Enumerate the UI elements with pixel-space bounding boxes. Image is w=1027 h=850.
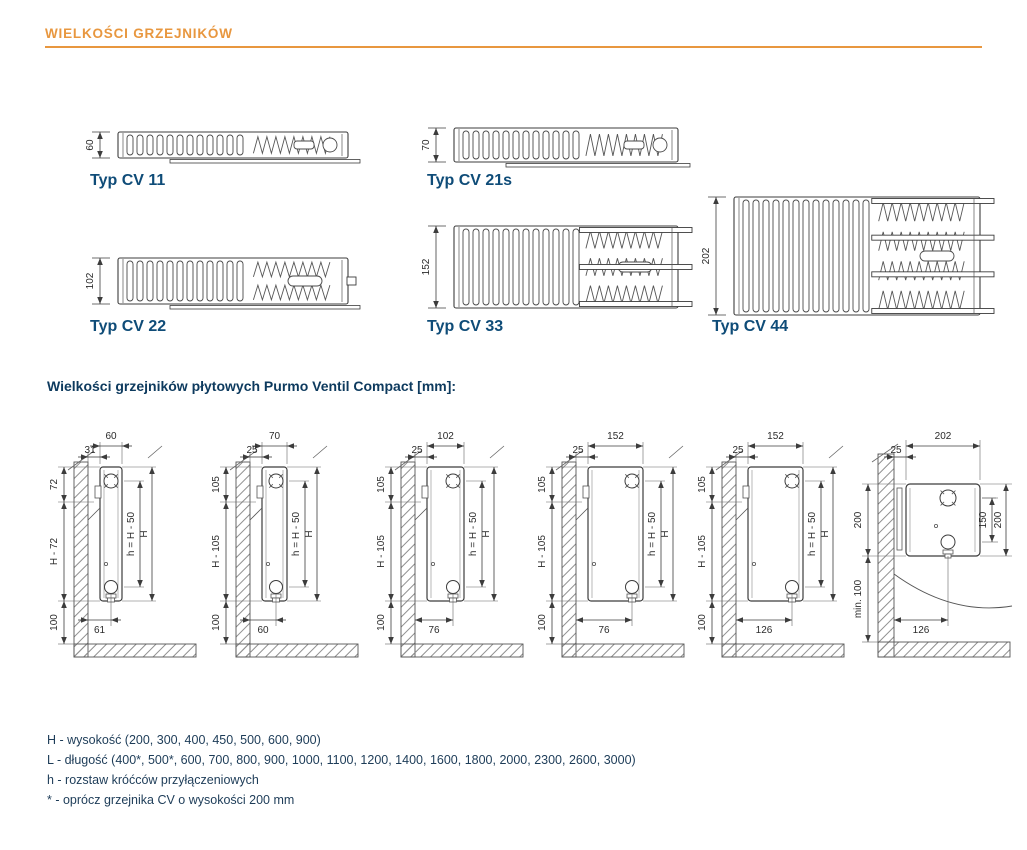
top-view-cv44-drawing: [700, 192, 998, 328]
legend-line-footnote: * - oprócz grzejnika CV o wysokości 200 mm: [47, 793, 295, 807]
radiator-plan-svg: [84, 127, 368, 171]
dimension-label: 100: [49, 614, 60, 631]
depth-section-drawing: [848, 424, 1026, 674]
dimension-label: 72: [49, 478, 60, 491]
dimension-label: 152: [607, 431, 624, 442]
depth-dim-label: 202: [701, 247, 712, 265]
dimension-label: 126: [912, 625, 930, 636]
depth-dim-label: 60: [85, 139, 96, 151]
dimension-label: 25: [890, 445, 902, 456]
radiator-plan-svg: [420, 123, 696, 175]
dimension-label: 150: [978, 511, 989, 529]
dimension-label: 105: [211, 476, 222, 493]
dimension-label: h = H - 50: [291, 511, 302, 557]
dimension-label: 105: [376, 476, 387, 493]
top-view-cv11-drawing: [84, 127, 368, 171]
dimension-label: H - 105: [211, 535, 222, 568]
type-label-cv21s: Typ CV 21s: [427, 172, 513, 189]
dimension-label: h = H - 50: [647, 511, 658, 557]
radiator-section-svg: [375, 424, 535, 674]
dimension-label: 25: [572, 445, 584, 456]
dimension-label: H: [660, 530, 671, 538]
type-label-cv33: Typ CV 33: [427, 318, 504, 335]
legend-line-length: L - długość (400*, 500*, 600, 700, 800, 900, 1000, 1100, 1200, 1400, 1600, 1800, 2000, 2300, 2600, 3000): [47, 753, 636, 767]
dimension-label: 60: [105, 431, 117, 442]
radiator-plan-svg: [700, 192, 998, 328]
title-rule: [45, 46, 982, 48]
type-label-cv44: Typ CV 44: [712, 318, 789, 335]
dimension-label: 25: [411, 445, 423, 456]
dimension-label: 100: [376, 614, 387, 631]
dimension-label: h = H - 50: [807, 511, 818, 557]
dimension-label: h = H - 50: [126, 511, 137, 557]
dimension-label: 25: [732, 445, 744, 456]
dimension-label: 60: [257, 625, 269, 636]
top-view-cv33-drawing: [420, 221, 696, 321]
dimension-label: 105: [537, 476, 548, 493]
cross-section-cv22: [375, 424, 535, 674]
dimension-label: 102: [437, 431, 454, 442]
radiator-section-svg: [210, 424, 370, 674]
dimension-label: 200: [853, 511, 864, 529]
section-subtitle: Wielkości grzejników płytowych Purmo Ventil Compact [mm]:: [47, 378, 457, 394]
top-view-cv21s-drawing: [420, 123, 696, 175]
legend-line-height: H - wysokość (200, 300, 400, 450, 500, 600, 900): [47, 733, 321, 747]
dimension-label: H: [139, 530, 150, 538]
dimension-label: 200: [993, 511, 1004, 529]
dimension-label: H: [481, 530, 492, 538]
depth-dim-label: 152: [421, 258, 432, 276]
top-view-cv22-drawing: [84, 253, 368, 317]
dimension-label: 126: [755, 625, 773, 636]
dimension-label: H - 105: [537, 535, 548, 568]
cross-section-cv11: [48, 424, 208, 674]
dimension-label: H: [820, 530, 831, 538]
dimension-label: 100: [697, 614, 708, 631]
depth-dim-label: 102: [85, 272, 96, 290]
dimension-label: H - 105: [697, 535, 708, 568]
radiator-section-svg: [48, 424, 208, 674]
dimension-label: 152: [767, 431, 784, 442]
dimension-label: 70: [268, 431, 281, 442]
dimension-label: 76: [428, 625, 440, 636]
cross-section-cv44: [696, 424, 856, 674]
dimension-label: 25: [246, 445, 258, 456]
depth-dim-label: 70: [421, 139, 432, 151]
page-title: WIELKOŚCI GRZEJNIKÓW: [45, 26, 233, 41]
dimension-label: 105: [697, 476, 708, 493]
radiator-plan-svg: [420, 221, 696, 321]
dimension-label: H: [304, 530, 315, 538]
dimension-label: 76: [598, 625, 610, 636]
type-label-cv22: Typ CV 22: [90, 318, 167, 335]
legend-line-spacing: h - rozstaw króćców przyłączeniowych: [47, 773, 259, 787]
dimension-label: 61: [93, 625, 106, 636]
dimension-label: 202: [934, 431, 952, 442]
legend: [47, 730, 636, 810]
type-label-cv11: Typ CV 11: [90, 172, 166, 189]
radiator-section-svg: [696, 424, 856, 674]
depth-section-svg: [848, 424, 1026, 674]
radiator-section-svg: [536, 424, 696, 674]
dimension-label: h = H - 50: [468, 511, 479, 557]
dimension-label: H - 105: [376, 535, 387, 568]
dimension-label: 100: [537, 614, 548, 631]
cross-section-cv21s: [210, 424, 370, 674]
dimension-label: H - 72: [49, 537, 60, 566]
radiator-plan-svg: [84, 253, 368, 317]
dimension-label: 31: [84, 445, 96, 456]
dimension-label: min. 100: [853, 579, 864, 619]
dimension-label: 100: [211, 614, 222, 631]
cross-section-cv33: [536, 424, 696, 674]
